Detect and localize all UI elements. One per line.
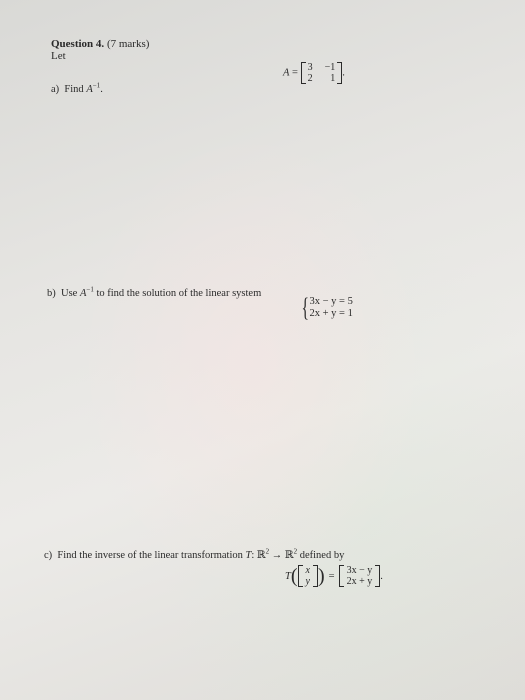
output-vector-cells <box>344 565 376 587</box>
vector-cell: 3x − y <box>346 565 373 576</box>
transformation-definition <box>285 565 383 587</box>
equals-sign: = <box>328 570 335 582</box>
part-a-exponent: −1 <box>92 81 101 90</box>
part-a-period: . <box>100 84 103 95</box>
linear-system <box>299 293 353 322</box>
part-c-text: Find the inverse of the linear transformation <box>57 550 243 561</box>
part-a-label: a) <box>51 84 60 95</box>
part-a <box>51 81 103 95</box>
vector-cell: y <box>305 576 310 587</box>
equation-2: 2x + y = 1 <box>309 308 353 319</box>
part-b <box>47 285 262 299</box>
system-brace: { <box>301 293 309 322</box>
transformation-t: T <box>285 570 291 582</box>
matrix-cell: 3 <box>307 62 313 73</box>
part-c-domain: : ℝ <box>251 550 266 561</box>
part-b-exponent: −1 <box>86 285 94 294</box>
transformation-period: . <box>380 570 383 582</box>
matrix-a-equals: = <box>292 67 298 79</box>
part-c-domain-exp: 2 <box>265 547 270 556</box>
part-c-label: c) <box>44 550 53 561</box>
let-text: Let <box>51 50 66 62</box>
part-c-codomain: → ℝ <box>269 550 294 561</box>
vector-cell: x <box>305 565 310 576</box>
part-c-t: T <box>245 550 252 561</box>
part-a-symbol: A <box>86 84 93 95</box>
matrix-cell: −1 <box>324 62 336 73</box>
part-c-defined: defined by <box>299 550 345 561</box>
matrix-a-definition <box>283 62 345 84</box>
question-heading <box>51 38 149 50</box>
question-number: Question 4. <box>51 38 105 50</box>
input-vector <box>298 565 318 587</box>
part-c <box>44 549 344 561</box>
part-c-codomain-exp: 2 <box>293 547 298 556</box>
matrix-a-cells <box>306 62 338 84</box>
part-b-symbol: A <box>79 288 87 299</box>
right-paren: ) <box>317 565 325 587</box>
part-b-text-post: to find the solution of the linear system <box>96 288 262 299</box>
matrix-a-name: A <box>283 67 290 79</box>
part-b-label: b) <box>47 288 56 299</box>
system-equations <box>309 296 352 320</box>
matrix-cell: 2 <box>307 73 313 84</box>
question-marks: (7 marks) <box>106 38 150 50</box>
part-b-text-pre: Use <box>61 288 78 299</box>
output-vector <box>339 565 381 587</box>
part-a-text: Find <box>64 84 84 95</box>
matrix-a-period: . <box>342 67 345 79</box>
matrix-cell: 1 <box>330 73 336 84</box>
matrix-a <box>301 62 343 84</box>
left-paren: ( <box>290 565 298 587</box>
input-vector-cells <box>303 565 313 587</box>
equation-1: 3x − y = 5 <box>309 296 353 307</box>
vector-cell: 2x + y <box>346 576 373 587</box>
